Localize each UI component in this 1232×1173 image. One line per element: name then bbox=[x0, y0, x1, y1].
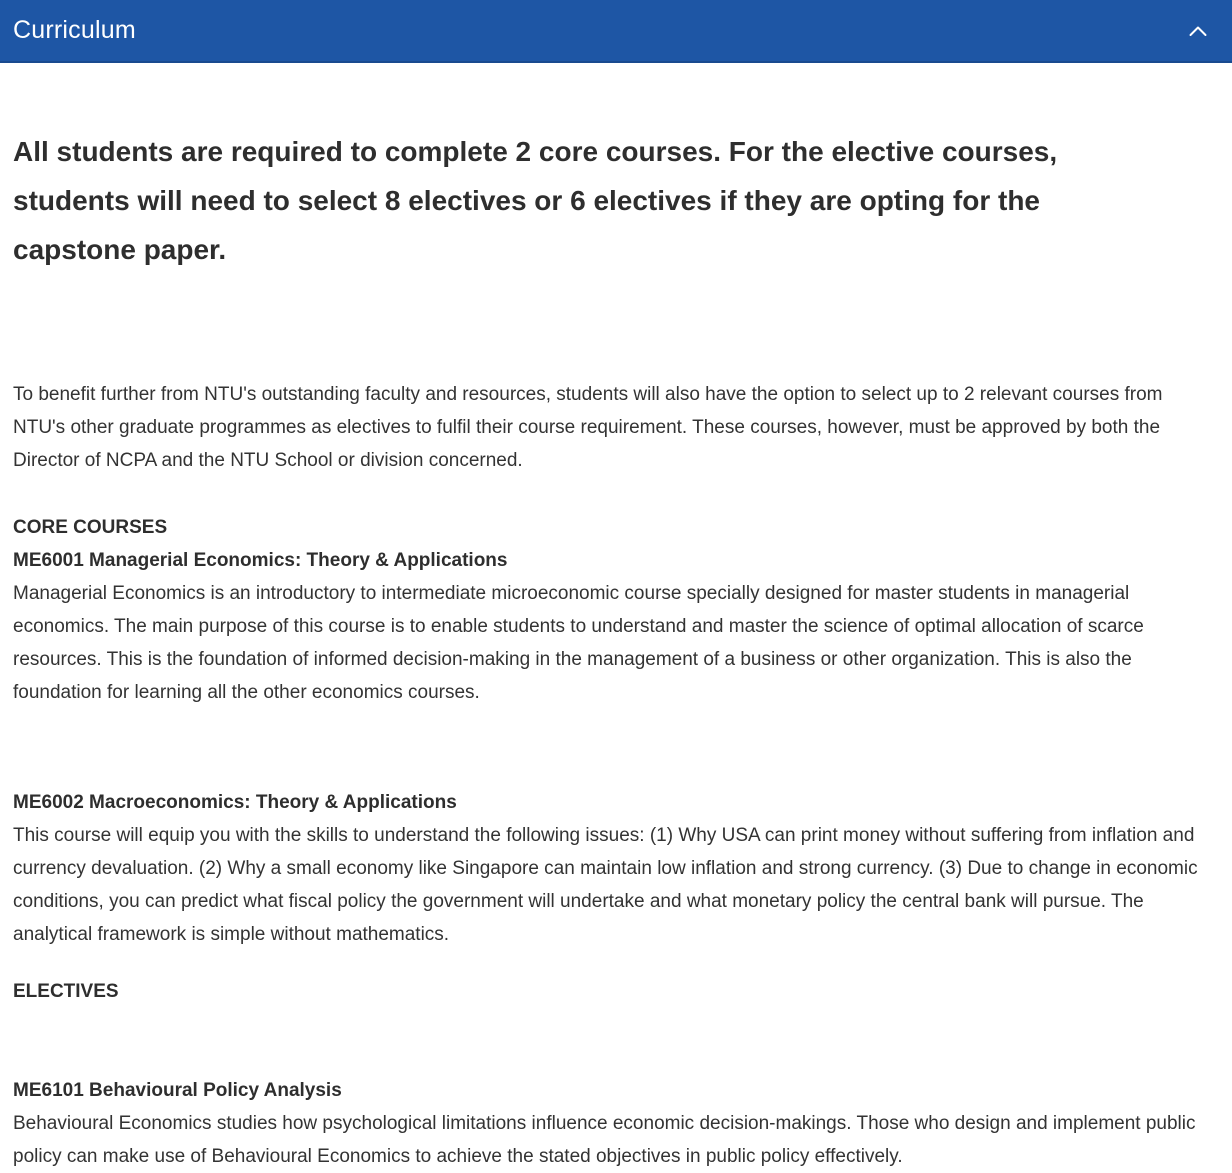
course-description: Managerial Economics is an introductory to intermediate microeconomic course specially designed for master students in managerial economics. The main purpose of this course is to enable students to understand and master the science of optimal allocation of scarce resources. This is the foundation of informed decision-making in the management of a business or other organization. This is also the foundation for learning all the other economics courses. bbox=[13, 583, 1144, 703]
course-entry-me6002 bbox=[13, 786, 1210, 951]
electives-label: ELECTIVES bbox=[13, 981, 119, 1002]
course-description: Behavioural Economics studies how psychological limitations influence economic decision-makings. Those who design and implement public policy can make use of Behavioural Economics to achieve the stated objectives in public policy effectively. bbox=[13, 1113, 1196, 1167]
course-title: ME6001 Managerial Economics: Theory & Applications bbox=[13, 550, 508, 571]
course-entry-me6001 bbox=[13, 544, 1210, 709]
intro-heading: All students are required to complete 2 core courses. For the elective courses, students will need to select 8 electives or 6 electives if they are opting for the capstone paper. bbox=[13, 136, 1058, 265]
accordion-content bbox=[0, 127, 1232, 1173]
curriculum-accordion-header[interactable] bbox=[0, 0, 1232, 63]
intro-paragraph: To benefit further from NTU's outstanding faculty and resources, students will also have the option to select up to 2 relevant courses from NTU's other graduate programmes as electives to fulfil their course requirement. These courses, however, must be approved by both the Director of NCPA and the NTU School or division concerned. bbox=[13, 384, 1163, 471]
accordion-title: Curriculum bbox=[13, 16, 136, 44]
core-courses-label: CORE COURSES bbox=[13, 517, 168, 538]
chevron-up-icon[interactable] bbox=[1189, 25, 1207, 37]
course-description: This course will equip you with the skills to understand the following issues: (1) Why USA can print money without suffering from inflation and currency devaluation. (2) Why a small economy like Singapore can maintain low inflation and strong currency. (3) Due to change in economic conditions, you can predict what fiscal policy the government will undertake and what monetary policy the central bank will pursue. The analytical framework is simple without mathematics. bbox=[13, 825, 1198, 945]
course-title: ME6101 Behavioural Policy Analysis bbox=[13, 1080, 342, 1101]
course-title: ME6002 Macroeconomics: Theory & Applications bbox=[13, 792, 457, 813]
course-entry-me6101 bbox=[13, 1074, 1210, 1173]
